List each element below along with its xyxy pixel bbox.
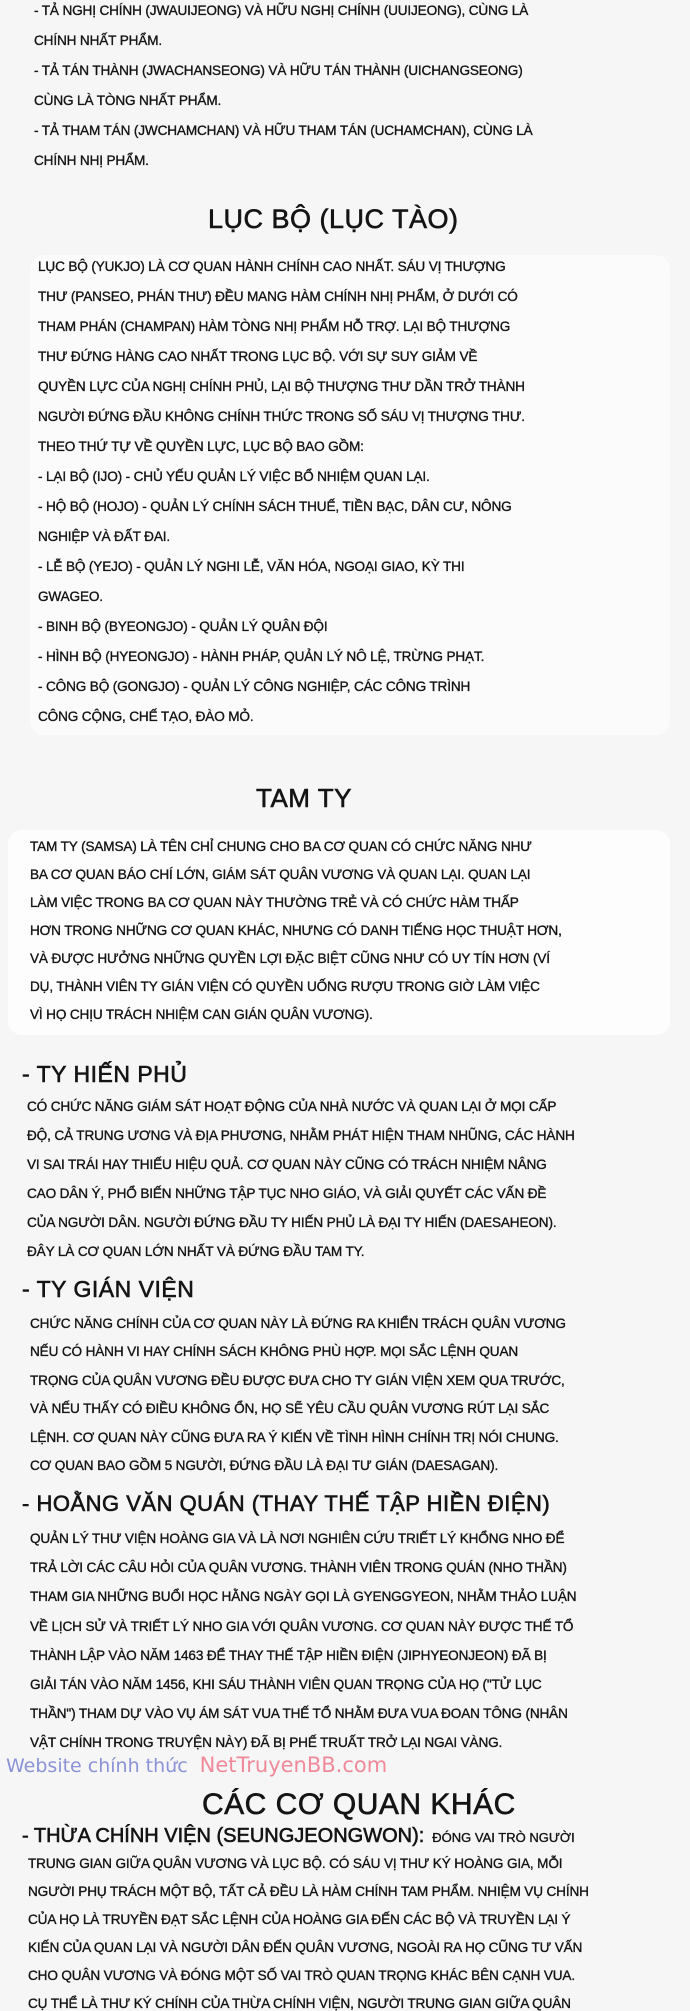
heading-cac-co-quan-khac: CÁC CƠ QUAN KHÁC [202,1788,516,1821]
text-line: THAM PHÁN (CHAMPAN) HÀM TÒNG NHỊ PHẨM HỖ TRỢ. LẠI BỘ THƯỢNG [38,319,511,334]
text-line: GWAGEO. [38,589,103,604]
text-line: - LỄ BỘ (YEJO) - QUẢN LÝ NGHI LỄ, VĂN HÓA, NGOẠI GIAO, KỲ THI [38,559,465,574]
text-line: THƯ ĐỨNG HÀNG CAO NHẤT TRONG LỤC BỘ. VỚI SỰ SUY GIẢM VỀ [38,349,478,364]
text-line: ĐỘ, CẢ TRUNG ƯƠNG VÀ ĐỊA PHƯƠNG, NHẰM PHÁT HIỆN THAM NHŨNG, CÁC HÀNH [27,1128,575,1143]
thua-chinh-vien-row [22,1825,575,1848]
text-line: LỤC BỘ (YUKJO) LÀ CƠ QUAN HÀNH CHÍNH CAO NHẤT. SÁU VỊ THƯỢNG [38,259,506,274]
text-line: - TẢ THAM TÁN (JWCHAMCHAN) VÀ HỮU THAM TÁN (UCHAMCHAN), CÙNG LÀ [34,123,533,138]
text-line: TRUNG GIAN GIỮA QUÂN VƯƠNG VÀ LỤC BỘ. CÓ SÁU VỊ THƯ KÝ HOÀNG GIA, MỖI [28,1856,563,1871]
text-line: KIẾN CỦA QUAN LẠI VÀ NGƯỜI DÂN ĐẾN QUÂN VƯƠNG, NGOÀI RA HỌ CŨNG TƯ VẤN [28,1940,583,1955]
text-line: TRỌNG CỦA QUÂN VƯƠNG ĐỀU ĐƯỢC ĐƯA CHO TY GIÁN VIỆN XEM QUA TRƯỚC, [30,1372,565,1388]
text-line: VÌ HỌ CHỊU TRÁCH NHIỆM CAN GIÁN QUÂN VƯƠNG). [30,1007,373,1022]
text-line: CỦA NGƯỜI DÂN. NGƯỜI ĐỨNG ĐẦU TY HIẾN PHỦ LÀ ĐẠI TY HIẾN (DAESAHEON). [27,1215,557,1230]
text-line: ĐÂY LÀ CƠ QUAN LỚN NHẤT VÀ ĐỨNG ĐẦU TAM TY. [27,1244,365,1259]
text-line: VỀ LỊCH SỬ VÀ TRIẾT LÝ NHO GIA VỚI QUÂN VƯƠNG. CƠ QUAN NÀY ĐƯỢC THẾ TỔ [30,1618,574,1634]
text-line: - LẠI BỘ (IJO) - CHỦ YẾU QUẢN LÝ VIỆC BỔ NHIỆM QUAN LẠI. [38,469,430,484]
text-line: - HÌNH BỘ (HYEONGJO) - HÀNH PHÁP, QUẢN LÝ NÔ LỆ, TRỪNG PHẠT. [38,649,485,664]
heading-luc-bo: LỤC BỘ (LỤC TÀO) [208,204,459,234]
text-line: TRẢ LỜI CÁC CÂU HỎI CỦA QUÂN VƯƠNG. THÀNH VIÊN TRONG QUÁN (NHO THẦN) [30,1560,567,1576]
text-line: NGHIỆP VÀ ĐẤT ĐAI. [38,529,171,544]
text-line: CHO QUÂN VƯƠNG VÀ ĐÓNG MỘT SỐ VAI TRÒ QUAN TRỌNG KHÁC BÊN CẠNH VUA. [28,1968,575,1983]
text-line: CƠ QUAN BAO GỒM 5 NGƯỜI, ĐỨNG ĐẦU LÀ ĐẠI TƯ GIÁN (DAESAGAN). [30,1458,499,1473]
text-line: VÀ NẾU THẤY CÓ ĐIỀU KHÔNG ỔN, HỌ SẼ YÊU CẦU QUÂN VƯƠNG RÚT LẠI SẮC [30,1401,550,1417]
watermark-site-name: NetTruyenBB.com [199,1753,388,1777]
text-line: - TẢ NGHỊ CHÍNH (JWAUIJEONG) VÀ HỮU NGHỊ CHÍNH (UUIJEONG), CÙNG LÀ [34,3,529,18]
text-line: THEO THỨ TỰ VỀ QUYỀN LỰC, LỤC BỘ BAO GỒM: [38,439,364,454]
text-line: NGƯỜI PHỤ TRÁCH MỘT BỘ, TẤT CẢ ĐỀU LÀ HÀM CHÍNH TAM PHẨM. NHIỆM VỤ CHÍNH [28,1884,589,1899]
text-line: NGƯỜI ĐỨNG ĐẦU KHÔNG CHÍNH THỨC TRONG SỐ SÁU VỊ THƯỢNG THƯ. [38,409,525,424]
thua-chinh-vien-first-line: ĐÓNG VAI TRÒ NGƯỜI [432,1830,575,1845]
text-line: THẦN") THAM DỰ VÀO VỤ ÁM SÁT VUA THẾ TỔ NHẰM ĐƯA VUA ĐOAN TÔNG (NHÂN [30,1706,568,1722]
heading-ty-hien-phu: - TY HIẾN PHỦ [22,1061,188,1087]
text-line: VẬT CHÍNH TRONG TRUYỆN NÀY) ĐÃ BỊ PHẾ TRUẤT TRỞ LẠI NGAI VÀNG. [30,1735,503,1751]
text-line: CHÍNH NHỊ PHẨM. [34,153,149,168]
text-line: VI SAI TRÁI HAY THIẾU HIỆU QUẢ. CƠ QUAN NÀY CŨNG CÓ TRÁCH NHIỆM NÂNG [27,1157,547,1172]
heading-tam-ty: TAM TY [256,783,352,813]
text-line: QUYỀN LỰC CỦA NGHỊ CHÍNH PHỦ, LẠI BỘ THƯỢNG THƯ DẦN TRỞ THÀNH [38,379,525,394]
text-line: DỤ, THÀNH VIÊN TY GIÁN VIỆN CÓ QUYỀN UỐNG RƯỢU TRONG GIỜ LÀM VIỆC [30,979,540,994]
text-line: QUẢN LÝ THƯ VIỆN HOÀNG GIA VÀ LÀ NƠI NGHIÊN CỨU TRIẾT LÝ KHỔNG NHO ĐỂ [30,1531,565,1546]
text-line: - HỘ BỘ (HOJO) - QUẢN LÝ CHÍNH SÁCH THUẾ, TIỀN BẠC, DÂN CƯ, NÔNG [38,499,512,514]
text-line: LÀM VIỆC TRONG BA CƠ QUAN NÀY THƯỜNG TRẺ VÀ CÓ CHỨC HÀM THẤP [30,895,519,910]
text-line: CHỨC NĂNG CHÍNH CỦA CƠ QUAN NÀY LÀ ĐỨNG RA KHIỂN TRÁCH QUÂN VƯƠNG [30,1316,566,1331]
text-line: CHÍNH NHẤT PHẨM. [34,33,163,48]
text-line: CỤ THỂ LÀ THƯ KÝ CHÍNH CỦA THỪA CHÍNH VIỆN, NGƯỜI TRUNG GIAN GIỮA QUÂN [28,1996,571,2011]
text-line: CÔNG CỘNG, CHẾ TẠO, ĐÀO MỎ. [38,709,254,724]
text-line: - TẢ TÁN THÀNH (JWACHANSEONG) VÀ HỮU TÁN THÀNH (UICHANGSEONG) [34,63,523,78]
text-line: HƠN TRONG NHỮNG CƠ QUAN KHÁC, NHƯNG CÓ DANH TIẾNG HỌC THUẬT HƠN, [30,923,562,938]
text-line: THƯ (PANSEO, PHÁN THƯ) ĐỀU MANG HÀM CHÍNH NHỊ PHẨM, Ở DƯỚI CÓ [38,289,518,304]
text-line: GIẢI TÁN VÀO NĂM 1456, KHI SÁU THÀNH VIÊN QUAN TRỌNG CỦA HỌ ("TỬ LỤC [30,1677,542,1692]
text-line: CÙNG LÀ TÒNG NHẤT PHẨM. [34,93,222,108]
text-line: THAM GIA NHỮNG BUỔI HỌC HẰNG NGÀY GỌI LÀ GYENGGYEON, NHẰM THẢO LUẬN [30,1589,577,1605]
text-line: NẾU CÓ HÀNH VI HAY CHÍNH SÁCH KHÔNG PHÙ HỢP. MỌI SẮC LỆNH QUAN [30,1344,519,1360]
watermark-website: Website chính thức [6,1755,188,1777]
heading-ty-gian-vien: - TY GIÁN VIỆN [22,1276,195,1302]
text-line: BA CƠ QUAN BÁO CHÍ LỚN, GIÁM SÁT QUÂN VƯƠNG VÀ QUAN LẠI. QUAN LẠI [30,867,531,882]
text-line: - CÔNG BỘ (GONGJO) - QUẢN LÝ CÔNG NGHIỆP, CÁC CÔNG TRÌNH [38,679,471,694]
text-line: CAO DÂN Ý, PHỔ BIẾN NHỮNG TẬP TỤC NHO GIÁO, VÀ GIẢI QUYẾT CÁC VẤN ĐỀ [27,1186,547,1201]
text-line: THÀNH LẬP VÀO NĂM 1463 ĐỂ THAY THẾ TẬP HIỀN ĐIỆN (JIPHYEONJEON) ĐÃ BỊ [30,1647,547,1663]
subheading-thua-chinh-vien: - THỪA CHÍNH VIỆN (SEUNGJEONGWON): [22,1825,425,1847]
text-line: - BINH BỘ (BYEONGJO) - QUẢN LÝ QUÂN ĐỘI [38,619,328,634]
text-line: TAM TY (SAMSA) LÀ TÊN CHỈ CHUNG CHO BA CƠ QUAN CÓ CHỨC NĂNG NHƯ [30,839,532,854]
watermark [6,1754,387,1777]
text-line: LỆNH. CƠ QUAN NÀY CŨNG ĐƯA RA Ý KIẾN VỀ TÌNH HÌNH CHÍNH TRỊ NÓI CHUNG. [30,1429,559,1445]
text-line: CỦA HỌ LÀ TRUYỀN ĐẠT SẮC LỆNH CỦA HOÀNG GIA ĐẾN CÁC BỘ VÀ TRUYỀN LẠI Ý [28,1912,571,1927]
heading-hoang-van-quan: - HOẰNG VĂN QUÁN (THAY THẾ TẬP HIỀN ĐIỆN) [22,1491,551,1516]
text-line: CÓ CHỨC NĂNG GIÁM SÁT HOẠT ĐỘNG CỦA NHÀ NƯỚC VÀ QUAN LẠI Ở MỌI CẤP [27,1099,557,1114]
text-line: VÀ ĐƯỢC HƯỞNG NHỮNG QUYỀN LỢI ĐẶC BIỆT CŨNG NHƯ CÓ UY TÍN HƠN (VÍ [30,951,550,966]
